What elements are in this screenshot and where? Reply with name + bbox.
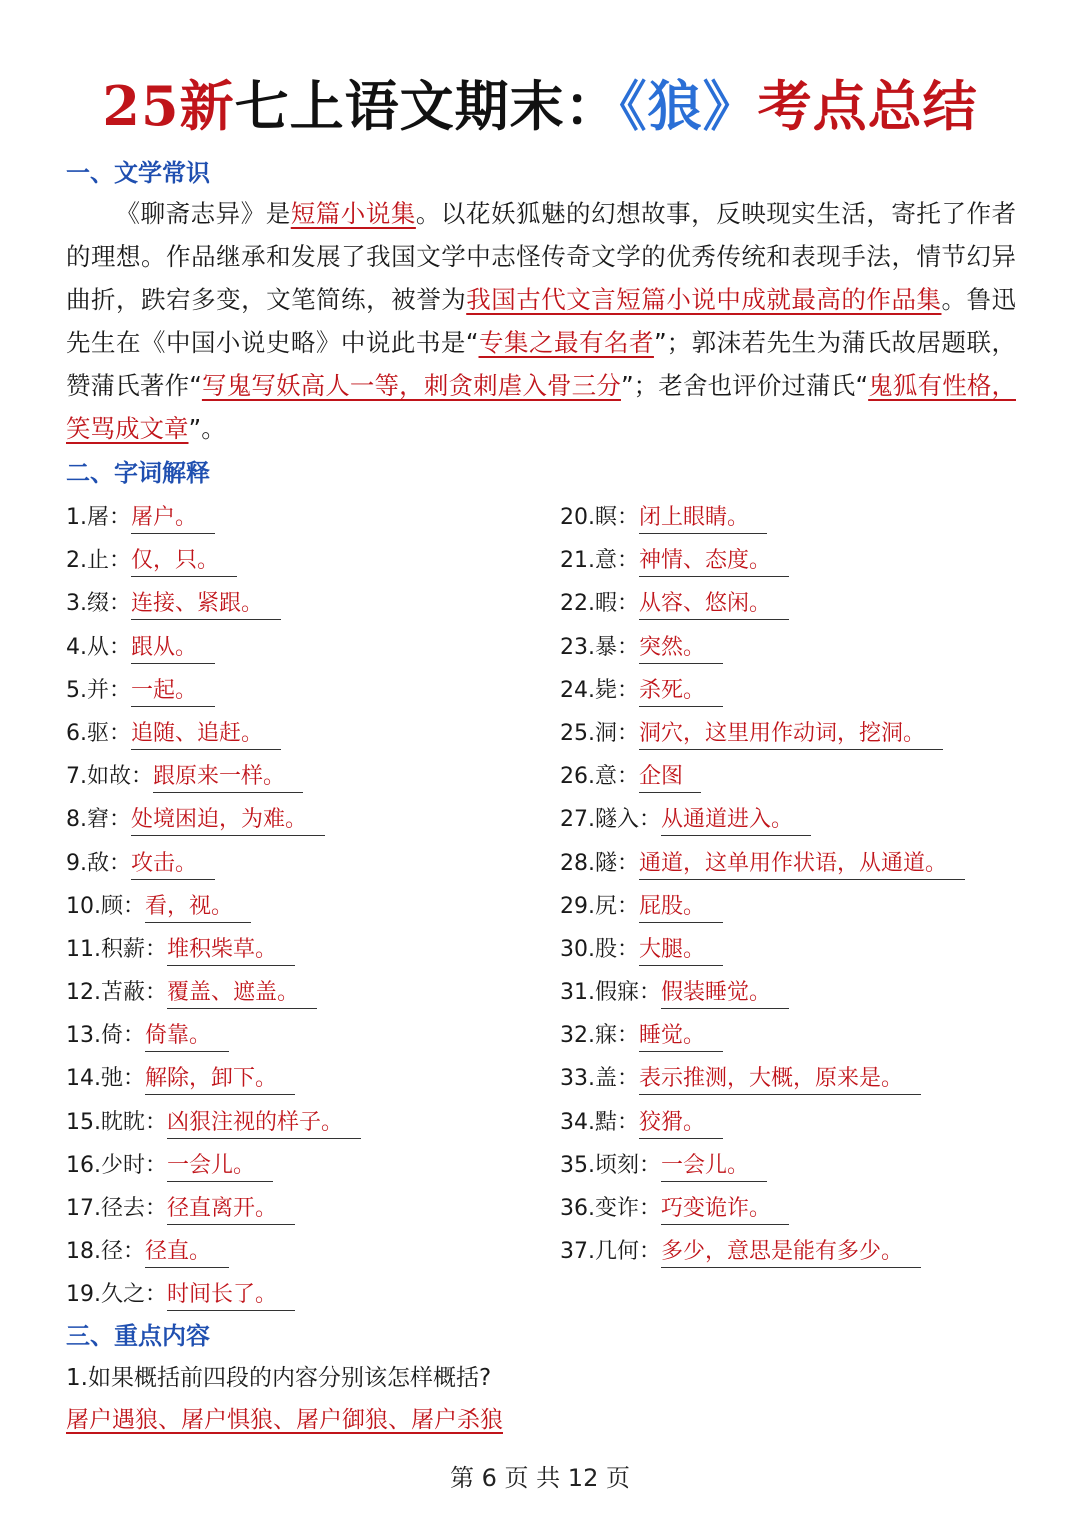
vocab-definition: 倚靠。 xyxy=(145,1021,229,1052)
vocab-term: 14.弛： xyxy=(66,1066,145,1092)
vocab-item xyxy=(66,755,361,798)
vocab-term: 37.几何： xyxy=(560,1239,661,1265)
vocab-item xyxy=(66,1187,361,1230)
vocab-definition: 一会儿。 xyxy=(661,1151,767,1182)
vocab-term: 7.如故： xyxy=(66,764,153,790)
title-work: 《狼》 xyxy=(619,74,758,138)
vocab-item xyxy=(560,669,965,712)
vocab-item xyxy=(560,1014,965,1057)
vocab-term: 35.顷刻： xyxy=(560,1152,661,1178)
vocab-term: 6.驱： xyxy=(66,720,131,746)
key-question: 1.如果概括前四段的内容分别该怎样概括? xyxy=(66,1365,492,1391)
vocab-definition: 狡猾。 xyxy=(639,1108,723,1139)
vocab-item xyxy=(560,842,965,885)
vocab-item xyxy=(66,971,361,1014)
paragraph-text: 《聊斋志异》是 xyxy=(115,199,291,228)
vocab-item xyxy=(560,1230,965,1273)
paragraph-text: ”；郭沫若先生为蒲氏故居题联，赞蒲氏著作“ xyxy=(66,328,1016,400)
vocab-definition: 突然。 xyxy=(639,633,723,664)
vocab-item xyxy=(66,626,361,669)
key-phrase: 鬼狐有性格，笑骂成文章 xyxy=(66,371,1016,443)
vocab-item xyxy=(560,798,965,841)
vocab-term: 23.暴： xyxy=(560,634,639,660)
vocab-definition: 径直离开。 xyxy=(167,1194,295,1225)
vocab-item xyxy=(560,539,965,582)
key-phrase: 我国古代文言短篇小说中成就最高的作品集 xyxy=(466,285,942,314)
vocab-term: 13.倚： xyxy=(66,1023,145,1049)
vocab-definition: 巧变诡诈。 xyxy=(661,1194,789,1225)
vocab-term: 24.毙： xyxy=(560,677,639,703)
vocab-item xyxy=(66,1014,361,1057)
vocab-item xyxy=(560,1101,965,1144)
vocab-definition: 闭上眼睛。 xyxy=(639,503,767,534)
vocab-item xyxy=(66,712,361,755)
vocab-item xyxy=(66,798,361,841)
vocab-definition: 从容、悠闲。 xyxy=(639,589,789,620)
vocab-term: 21.意： xyxy=(560,548,639,574)
vocab-term: 16.少时： xyxy=(66,1152,167,1178)
vocab-term: 8.窘： xyxy=(66,807,131,833)
key-phrase: 专集之最有名者 xyxy=(478,328,654,357)
vocab-definition: 仅，只。 xyxy=(131,546,237,577)
vocab-term: 33.盖： xyxy=(560,1066,639,1092)
title-subject: 七上语文期末： xyxy=(234,74,620,138)
vocab-term: 25.洞： xyxy=(560,720,639,746)
vocab-item xyxy=(560,971,965,1014)
vocab-item xyxy=(66,1057,361,1100)
vocab-definition: 径直。 xyxy=(145,1237,229,1268)
vocab-item xyxy=(66,1101,361,1144)
paragraph-text: ”；老舍也评价过蒲氏“ xyxy=(620,371,869,400)
vocab-term: 20.瞑： xyxy=(560,505,639,530)
vocab-item xyxy=(66,496,361,539)
vocab-item xyxy=(560,1187,965,1230)
vocab-term: 3.缀： xyxy=(66,591,131,617)
paragraph-text: ”。 xyxy=(188,414,226,443)
vocab-definition: 时间长了。 xyxy=(167,1280,295,1311)
vocab-term: 30.股： xyxy=(560,936,639,962)
vocab-definition: 从通道进入。 xyxy=(661,805,811,836)
key-phrase: 短篇小说集 xyxy=(290,199,416,228)
paragraph-text: 。鲁迅先生在《中国小说史略》中说此书是“ xyxy=(66,285,1017,357)
vocab-definition: 一起。 xyxy=(131,676,215,707)
vocab-item xyxy=(560,928,965,971)
vocab-item xyxy=(66,669,361,712)
vocab-definition: 通道，这单用作状语，从通道。 xyxy=(639,849,965,880)
vocab-item xyxy=(66,885,361,928)
vocab-item xyxy=(66,1273,361,1316)
vocab-item xyxy=(560,1144,965,1187)
vocab-term: 2.止： xyxy=(66,548,131,574)
vocab-term: 10.顾： xyxy=(66,893,145,919)
vocab-item xyxy=(560,582,965,625)
vocab-term: 12.苫蔽： xyxy=(66,980,167,1006)
title-year: 25新 xyxy=(102,74,235,138)
vocab-definition: 解除，卸下。 xyxy=(145,1064,295,1095)
vocab-term: 27.隧入： xyxy=(560,807,661,833)
vocab-item xyxy=(560,626,965,669)
vocab-item xyxy=(560,496,965,539)
section-heading-key-content: 三、重点内容 xyxy=(66,1322,210,1350)
vocab-item xyxy=(66,842,361,885)
vocab-term: 22.暇： xyxy=(560,591,639,617)
key-answer: 屠户遇狼、屠户惧狼、屠户御狼、屠户杀狼 xyxy=(66,1407,503,1433)
vocab-definition: 看，视。 xyxy=(145,892,251,923)
vocab-term: 9.敌： xyxy=(66,850,131,876)
vocab-term: 31.假寐： xyxy=(560,980,661,1006)
vocab-definition: 凶狠注视的样子。 xyxy=(167,1108,361,1139)
vocab-term: 4.从： xyxy=(66,634,131,660)
vocab-term: 18.径： xyxy=(66,1239,145,1265)
vocab-definition: 跟从。 xyxy=(131,633,215,664)
page-title xyxy=(0,68,1080,144)
vocab-definition: 屠户。 xyxy=(131,503,215,534)
vocab-definition: 攻击。 xyxy=(131,849,215,880)
vocab-term: 29.尻： xyxy=(560,893,639,919)
vocab-item xyxy=(560,1057,965,1100)
vocab-term: 19.久之： xyxy=(66,1282,167,1308)
page-number: 第 6 页 共 12 页 xyxy=(450,1464,630,1492)
vocab-item xyxy=(66,928,361,971)
vocab-definition: 表示推测，大概，原来是。 xyxy=(639,1064,921,1095)
vocab-term: 34.黠： xyxy=(560,1109,639,1135)
vocab-term: 17.径去： xyxy=(66,1196,167,1221)
vocab-term: 32.寐： xyxy=(560,1023,639,1049)
vocab-item xyxy=(66,1230,361,1273)
vocab-item xyxy=(560,885,965,928)
vocab-definition: 一会儿。 xyxy=(167,1151,273,1182)
vocab-item xyxy=(66,539,361,582)
section-heading-literature: 一、文学常识 xyxy=(66,159,210,187)
vocab-definition: 洞穴，这里用作动词，挖洞。 xyxy=(639,719,943,750)
title-summary: 考点总结 xyxy=(757,74,978,138)
vocab-definition: 处境困迫，为难。 xyxy=(131,805,325,836)
vocab-list-left xyxy=(66,496,361,1317)
vocab-definition: 追随、追赶。 xyxy=(131,719,281,750)
key-phrase: 写鬼写妖高人一等，刺贪刺虐入骨三分 xyxy=(201,371,621,400)
vocab-definition: 屁股。 xyxy=(639,892,723,923)
vocab-item xyxy=(66,1144,361,1187)
vocab-definition: 睡觉。 xyxy=(639,1021,723,1052)
vocab-item xyxy=(560,712,965,755)
vocab-term: 28.隧： xyxy=(560,850,639,876)
vocab-term: 15.眈眈： xyxy=(66,1109,167,1135)
vocab-term: 36.变诈： xyxy=(560,1196,661,1221)
vocab-definition: 多少，意思是能有多少。 xyxy=(661,1237,921,1268)
paragraph-text: 。以花妖狐魅的幻想故事，反映现实生活，寄托了作者的理想。作品继承和发展了我国文学中志怪传奇文学的优秀传统和表现手法，情节幻异曲折，跌宕多变，文笔简练，被誉为 xyxy=(66,199,1017,314)
vocab-definition: 覆盖、遮盖。 xyxy=(167,978,317,1009)
literature-paragraph xyxy=(66,192,1016,450)
vocab-definition: 大腿。 xyxy=(639,935,723,966)
vocab-definition: 堆积柴草。 xyxy=(167,935,295,966)
vocab-definition: 假装睡觉。 xyxy=(661,978,789,1009)
vocab-definition: 神情、态度。 xyxy=(639,546,789,577)
vocab-definition: 连接、紧跟。 xyxy=(131,589,281,620)
vocab-definition: 杀死。 xyxy=(639,676,723,707)
vocab-term: 26.意： xyxy=(560,764,639,790)
vocab-list-right xyxy=(560,496,965,1273)
section-heading-vocab: 二、字词解释 xyxy=(66,459,210,487)
vocab-definition: 企图 xyxy=(639,762,701,793)
vocab-term: 5.并： xyxy=(66,677,131,703)
vocab-term: 11.积薪： xyxy=(66,936,167,962)
vocab-term: 1.屠： xyxy=(66,505,131,530)
vocab-definition: 跟原来一样。 xyxy=(153,762,303,793)
vocab-item xyxy=(66,582,361,625)
vocab-item xyxy=(560,755,965,798)
